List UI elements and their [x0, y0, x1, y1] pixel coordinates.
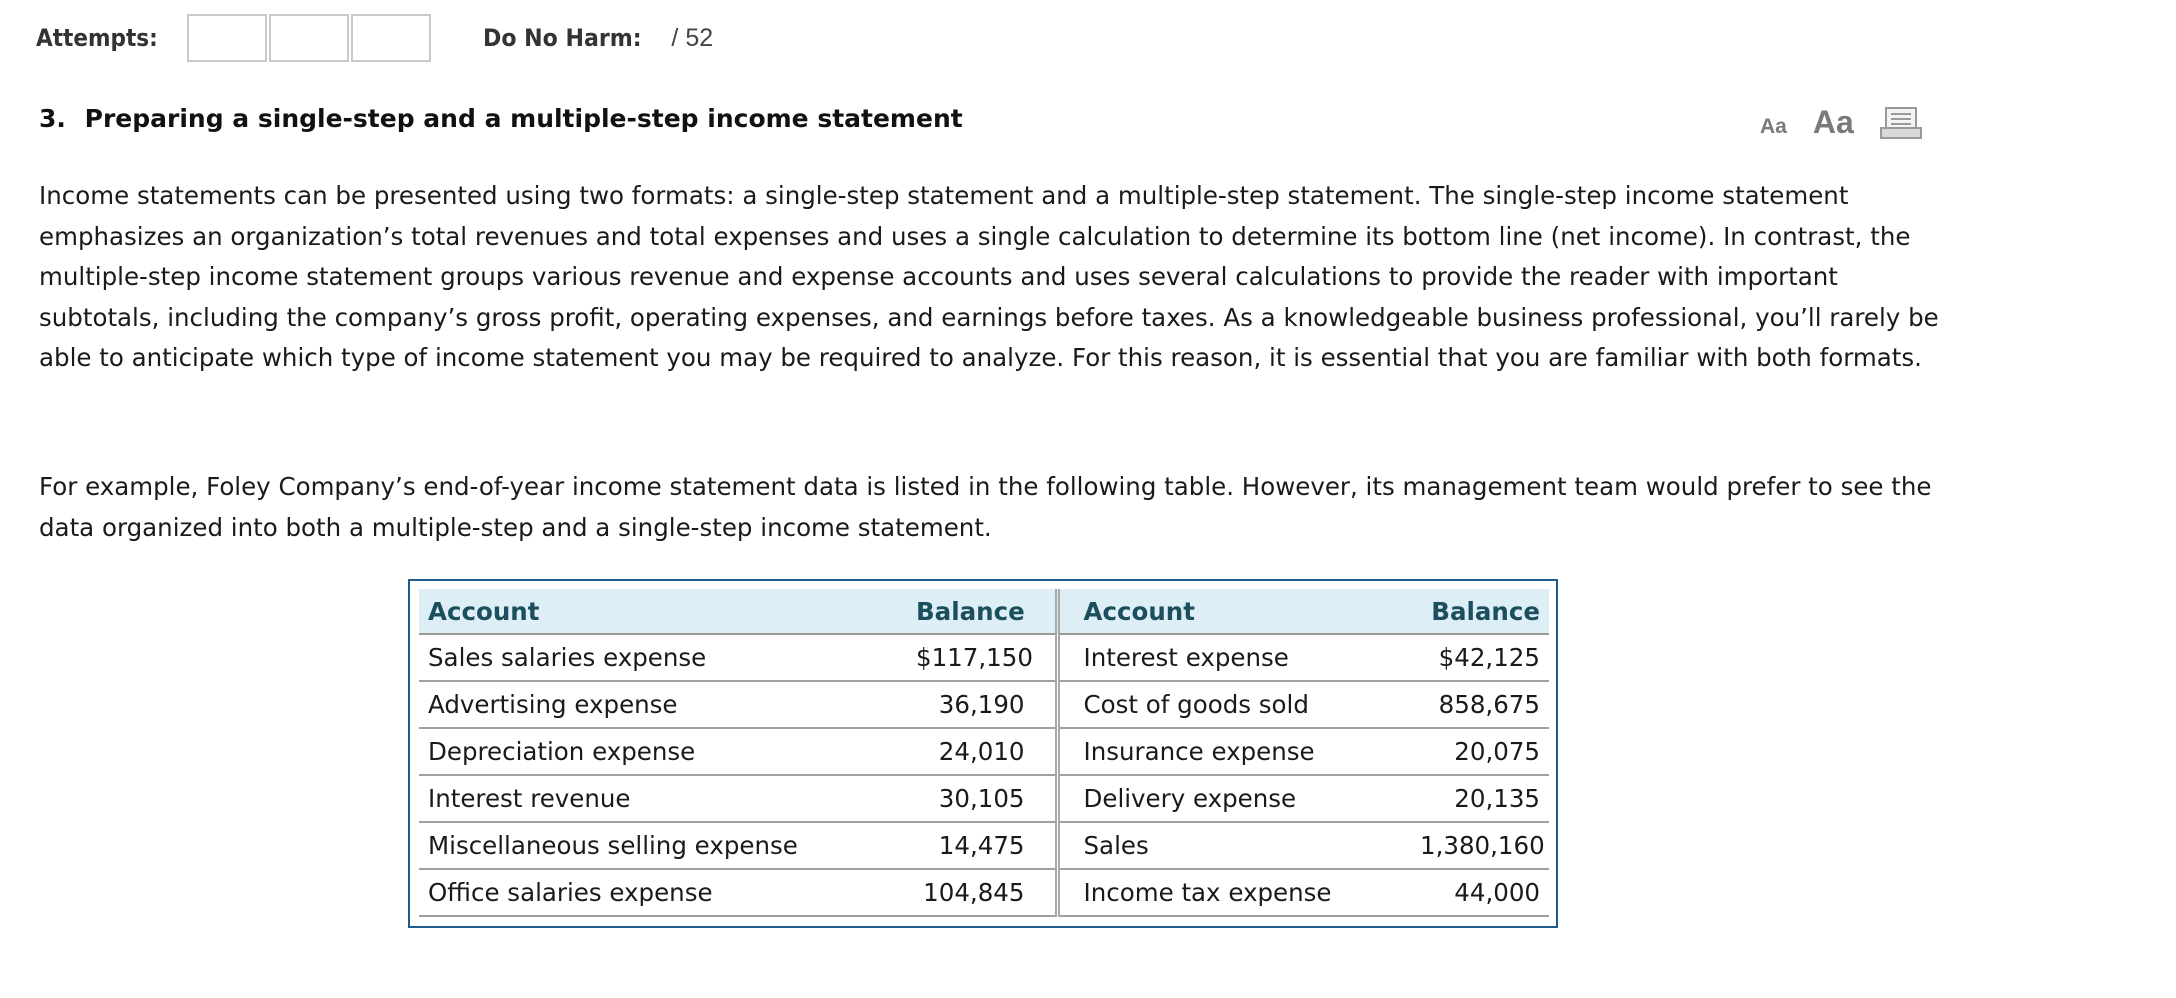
account-cell: Sales [1057, 822, 1411, 869]
header-account-1: Account [419, 589, 907, 634]
account-cell: Interest revenue [419, 775, 907, 822]
balance-cell: 24,010 [907, 728, 1057, 775]
table-row [419, 634, 1549, 681]
attempts-label: Attempts: [36, 24, 158, 52]
attempt-box-2 [269, 14, 349, 62]
decrease-font-button[interactable]: Aa [1760, 115, 1787, 138]
table-row [419, 869, 1549, 916]
table-row [419, 775, 1549, 822]
account-cell: Miscellaneous selling expense [419, 822, 907, 869]
balance-cell: 20,075 [1411, 728, 1549, 775]
balance-cell: 104,845 [907, 869, 1057, 916]
attempt-box-1 [187, 14, 267, 62]
balance-cell: 36,190 [907, 681, 1057, 728]
increase-font-button[interactable]: Aa [1812, 104, 1854, 140]
balance-cell: $42,125 [1411, 634, 1549, 681]
print-icon[interactable] [1880, 106, 1922, 140]
account-cell: Income tax expense [1057, 869, 1411, 916]
balance-cell: $117,150 [907, 634, 1057, 681]
question-title-text: Preparing a single-step and a multiple-step income statement [84, 104, 963, 133]
account-cell: Office salaries expense [419, 869, 907, 916]
balance-cell: 44,000 [1411, 869, 1549, 916]
attempts-bar [36, 12, 433, 64]
income-data-table [408, 579, 1558, 928]
account-cell: Insurance expense [1057, 728, 1411, 775]
header-balance-1: Balance [907, 589, 1057, 634]
table-header-row [419, 589, 1549, 634]
score-label: Do No Harm: [483, 24, 642, 52]
balance-cell: 858,675 [1411, 681, 1549, 728]
header-account-2: Account [1057, 589, 1411, 634]
header-balance-2: Balance [1411, 589, 1549, 634]
table-row [419, 728, 1549, 775]
account-cell: Cost of goods sold [1057, 681, 1411, 728]
table-row [419, 681, 1549, 728]
question-title [39, 104, 963, 133]
font-tools [1760, 104, 1922, 141]
balance-cell: 30,105 [907, 775, 1057, 822]
balance-cell: 1,380,160 [1411, 822, 1549, 869]
table-row [419, 822, 1549, 869]
attempt-box-3 [351, 14, 431, 62]
account-cell: Delivery expense [1057, 775, 1411, 822]
intro-paragraph: Income statements can be presented using two formats: a single-step statement and a multiple-step statement. The single-step income statement emphasizes an organization’s total revenues and total expenses and uses a single calculation to determine its bottom line (net income). In contrast, the multiple-step income statement groups various revenue and expense accounts and uses several calculations to provide the reader with important subtotals, including the company’s gross profit, operating expenses, and earnings before taxes. As a knowledgeable business professional, you’ll rarely be able to anticipate which type of income statement you may be required to analyze. For this reason, it is essential that you are familiar with both formats. [39, 181, 1939, 372]
account-cell: Depreciation expense [419, 728, 907, 775]
account-cell: Advertising expense [419, 681, 907, 728]
score-display [483, 12, 713, 64]
example-paragraph: For example, Foley Company’s end-of-year income statement data is listed in the following table. However, its management team would prefer to see the data organized into both a multiple-step and a single-step income statement. [39, 472, 1932, 542]
question-number: 3. [39, 104, 66, 133]
score-value: / 52 [671, 23, 714, 52]
account-cell: Sales salaries expense [419, 634, 907, 681]
account-cell: Interest expense [1057, 634, 1411, 681]
account-balance-table [419, 589, 1549, 917]
balance-cell: 20,135 [1411, 775, 1549, 822]
balance-cell: 14,475 [907, 822, 1057, 869]
